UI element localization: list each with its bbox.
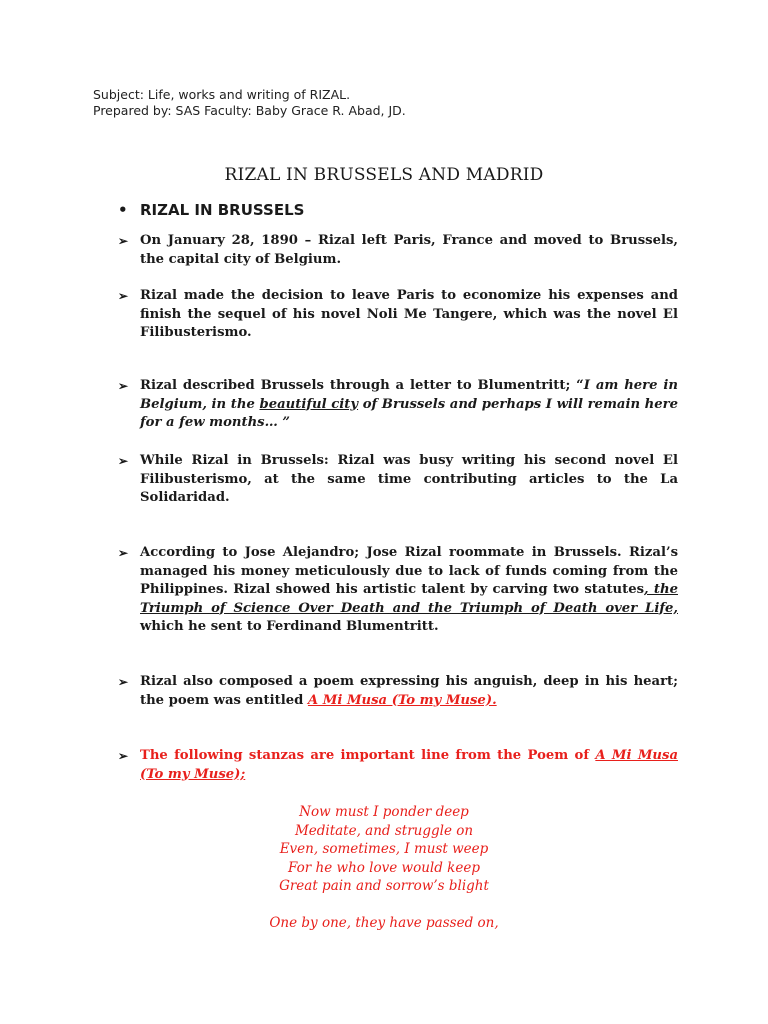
- list-item-text: Rizal also composed a poem expressing his anguish, deep in his heart; the poem was entitled: [140, 674, 678, 708]
- list-item-text: The following stanzas are important line from the Poem of: [140, 748, 596, 763]
- bullet-icon: •: [118, 201, 128, 219]
- arrow-bullet-icon: ➢: [118, 749, 129, 763]
- list-item: [118, 232, 678, 269]
- poem-title-link: A Mi Musa (To my Muse).: [307, 692, 497, 708]
- arrow-bullet-icon: ➢: [118, 289, 129, 303]
- page-title: RIZAL IN BRUSSELS AND MADRID: [224, 165, 544, 185]
- list-item: [118, 673, 678, 710]
- statues-titles: , the Triumph of Science Over Death and the Triumph of Death over Life,: [140, 582, 678, 616]
- section-heading: [118, 201, 304, 219]
- list-item-text: While Rizal in Brussels: Rizal was busy writing his second novel El Filibusterismo, at the same time contributing articles to the La Solidaridad.: [140, 453, 678, 505]
- poem-line: Meditate, and struggle on: [294, 822, 474, 839]
- arrow-bullet-icon: ➢: [118, 675, 129, 689]
- poem-title-ref: A Mi Musa (To my Muse);: [140, 748, 678, 782]
- poem-line: For he who love would keep: [288, 859, 480, 876]
- document-header: [93, 87, 406, 119]
- list-item: [118, 287, 678, 343]
- poem-line: Great pain and sorrow’s blight: [279, 878, 489, 894]
- prepared-by-line: Prepared by: SAS Faculty: Baby Grace R. Abad, JD.: [93, 103, 406, 118]
- stanza-gap: [0, 896, 768, 914]
- list-item: [118, 747, 678, 784]
- arrow-bullet-icon: ➢: [118, 379, 129, 393]
- list-item-text: Rizal described Brussels through a letter to Blumentritt; “: [140, 378, 584, 393]
- arrow-bullet-icon: ➢: [118, 234, 129, 248]
- list-item-text-end: which he sent to Ferdinand Blumentritt.: [140, 619, 439, 634]
- list-item-text: Rizal made the decision to leave Paris to economize his expenses and finish the sequel of his novel Noli Me Tangere, which was the novel El Filibusterismo.: [140, 288, 678, 340]
- poem-excerpt: [0, 803, 768, 932]
- poem-line: Now must I ponder deep: [299, 804, 469, 820]
- quote-text: I am here in Belgium, in the: [140, 378, 678, 412]
- list-item: [118, 452, 678, 508]
- list-item: [118, 377, 678, 433]
- quote-underlined: beautiful city: [259, 396, 359, 412]
- arrow-bullet-icon: ➢: [118, 546, 129, 560]
- subject-line: Subject: Life, works and writing of RIZAL.: [93, 87, 351, 102]
- arrow-bullet-icon: ➢: [118, 454, 129, 468]
- list-item-text: According to Jose Alejandro; Jose Rizal roommate in Brussels. Rizal’s managed his money meticulously due to lack of funds coming from the Philippines. Rizal showed his artistic talent by carving two statutes: [140, 545, 678, 597]
- poem-line: Even, sometimes, I must weep: [279, 841, 489, 857]
- list-item-text: On January 28, 1890 – Rizal left Paris, France and moved to Brussels, the capital city of Belgium.: [140, 233, 678, 267]
- list-item: [118, 544, 678, 637]
- section-heading-text: RIZAL IN BRUSSELS: [140, 201, 305, 219]
- quote-text-end: of Brussels and perhaps I will remain here for a few months… ”: [140, 396, 678, 430]
- poem-line: One by one, they have passed on,: [269, 914, 499, 931]
